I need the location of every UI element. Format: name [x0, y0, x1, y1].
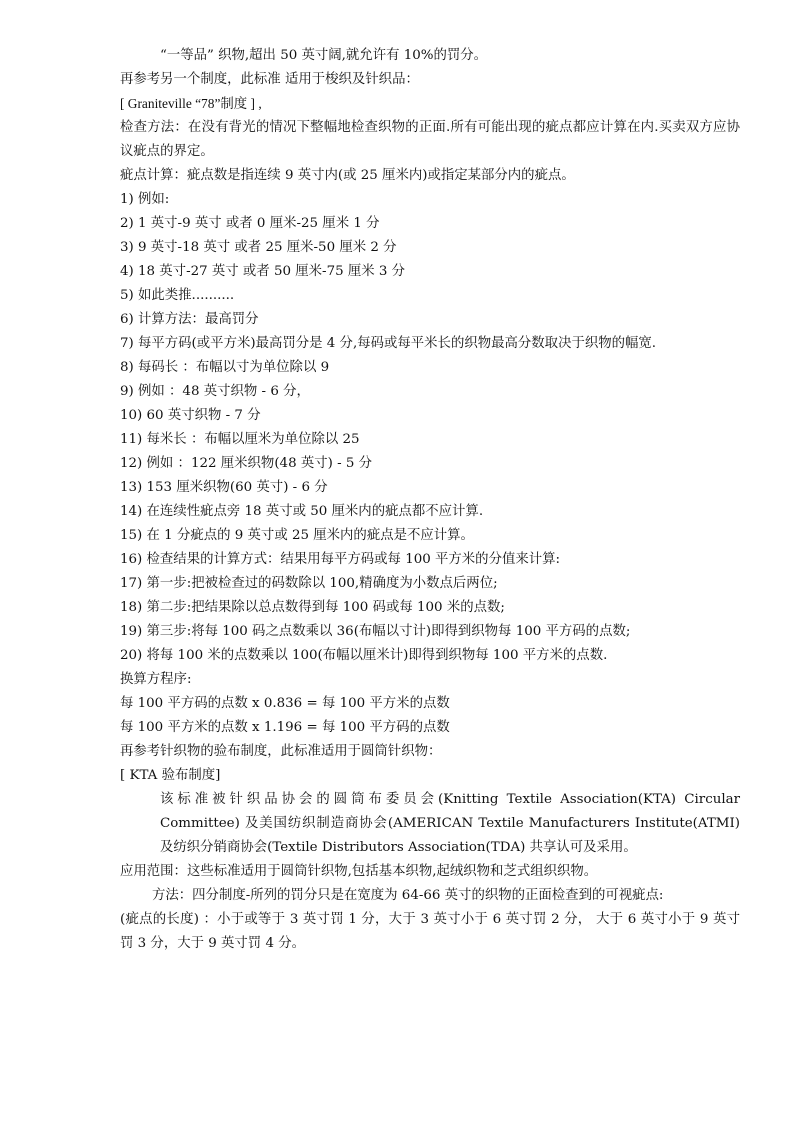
text-line: “一等品” 织物,超出 50 英寸阔,就允许有 10%的罚分。	[160, 48, 488, 63]
list-item: 10) 60 英寸织物 - 7 分	[120, 408, 261, 423]
text-line: 每 100 平方码的点数 x 0.836 = 每 100 平方米的点数	[120, 696, 450, 711]
text-paragraph: 方法：四分制度-所列的罚分只是在宽度为 64-66 英寸的织物的正面检查到的可视疵点:	[152, 888, 664, 903]
list-item: 12) 例如 ：122 厘米织物(48 英寸) - 5 分	[120, 456, 373, 471]
text-line: 每 100 平方米的点数 x 1.196 = 每 100 平方码的点数	[120, 720, 450, 735]
list-item: 16) 检查结果的计算方式：结果用每平方码或每 100 平方米的分值来计算:	[120, 552, 561, 567]
list-item: 5) 如此类推..........	[120, 288, 235, 303]
list-item: 17) 第一步:把被检查过的码数除以 100,精确度为小数点后两位;	[120, 576, 498, 591]
list-item: 20) 将每 100 米的点数乘以 100(布幅以厘米计)即得到织物每 100 平方米的点数.	[120, 648, 608, 663]
list-item: 13) 153 厘米织物(60 英寸) - 6 分	[120, 480, 328, 495]
text-line: [ Graniteville “78”制度 ] ,	[120, 96, 262, 111]
list-item: 15) 在 1 分疵点的 9 英寸或 25 厘米内的疵点是不应计算。	[120, 528, 474, 543]
text-line: [ KTA 验布制度]	[120, 768, 221, 783]
text-paragraph: (疵点的长度) ：小于或等于 3 英寸罚 1 分，大于 3 英寸小于 6 英寸罚 2 分， 大于 6 英寸小于 9 英寸罚 3 分，大于 9 英寸罚 4 分。	[120, 912, 740, 951]
list-item: 9) 例如 ：48 英寸织物 - 6 分，	[120, 384, 310, 399]
list-item: 14) 在连续性疵点旁 18 英寸或 50 厘米内的疵点都不应计算.	[120, 504, 484, 519]
text-line: 再参考另一个制度，此标准 适用于梭织及针织品：	[120, 72, 419, 87]
list-item: 1) 例如:	[120, 192, 170, 207]
text-paragraph: 该标准被针织品协会的圆筒布委员会(Knitting Textile Association(KTA) Circular Committee) 及美国纺织制造商协会(AMERICAN Textile Manufacturers Institute(ATMI) 及纺织分销商协会(Textile Distributors Association(TDA) 共享认可及采用。	[160, 792, 740, 855]
list-item: 8) 每码长 ：布幅以寸为单位除以 9	[120, 360, 330, 375]
list-item: 6) 计算方法：最高罚分	[120, 312, 259, 327]
list-item: 3) 9 英寸-18 英寸 或者 25 厘米-50 厘米 2 分	[120, 240, 397, 255]
document-page	[120, 44, 740, 956]
list-item: 7) 每平方码(或平方米)最高罚分是 4 分,每码或每平米长的织物最高分数取决于织物的幅宽.	[120, 336, 657, 351]
text-paragraph: 检查方法：在没有背光的情况下整幅地检查织物的正面.所有可能出现的疵点都应计算在内.买卖双方应协议疵点的界定。	[120, 120, 740, 159]
list-item: 18) 第二步:把结果除以总点数得到每 100 码或每 100 米的点数;	[120, 600, 505, 615]
text-line: 换算方程序:	[120, 672, 192, 687]
text-line: 疵点计算：疵点数是指连续 9 英寸内(或 25 厘米内)或指定某部分内的疵点。	[120, 168, 575, 183]
text-line: 应用范围：这些标准适用于圆筒针织物,包括基本织物,起绒织物和芝式组织织物。	[120, 864, 598, 879]
text-line: 再参考针织物的验布制度，此标准适用于圆筒针织物：	[120, 744, 442, 759]
list-item: 4) 18 英寸-27 英寸 或者 50 厘米-75 厘米 3 分	[120, 264, 406, 279]
list-item: 19) 第三步:将每 100 码之点数乘以 36(布幅以寸计)即得到织物每 100 平方码的点数;	[120, 624, 631, 639]
list-item: 11) 每米长 ：布幅以厘米为单位除以 25	[120, 432, 360, 447]
list-item: 2) 1 英寸-9 英寸 或者 0 厘米-25 厘米 1 分	[120, 216, 380, 231]
